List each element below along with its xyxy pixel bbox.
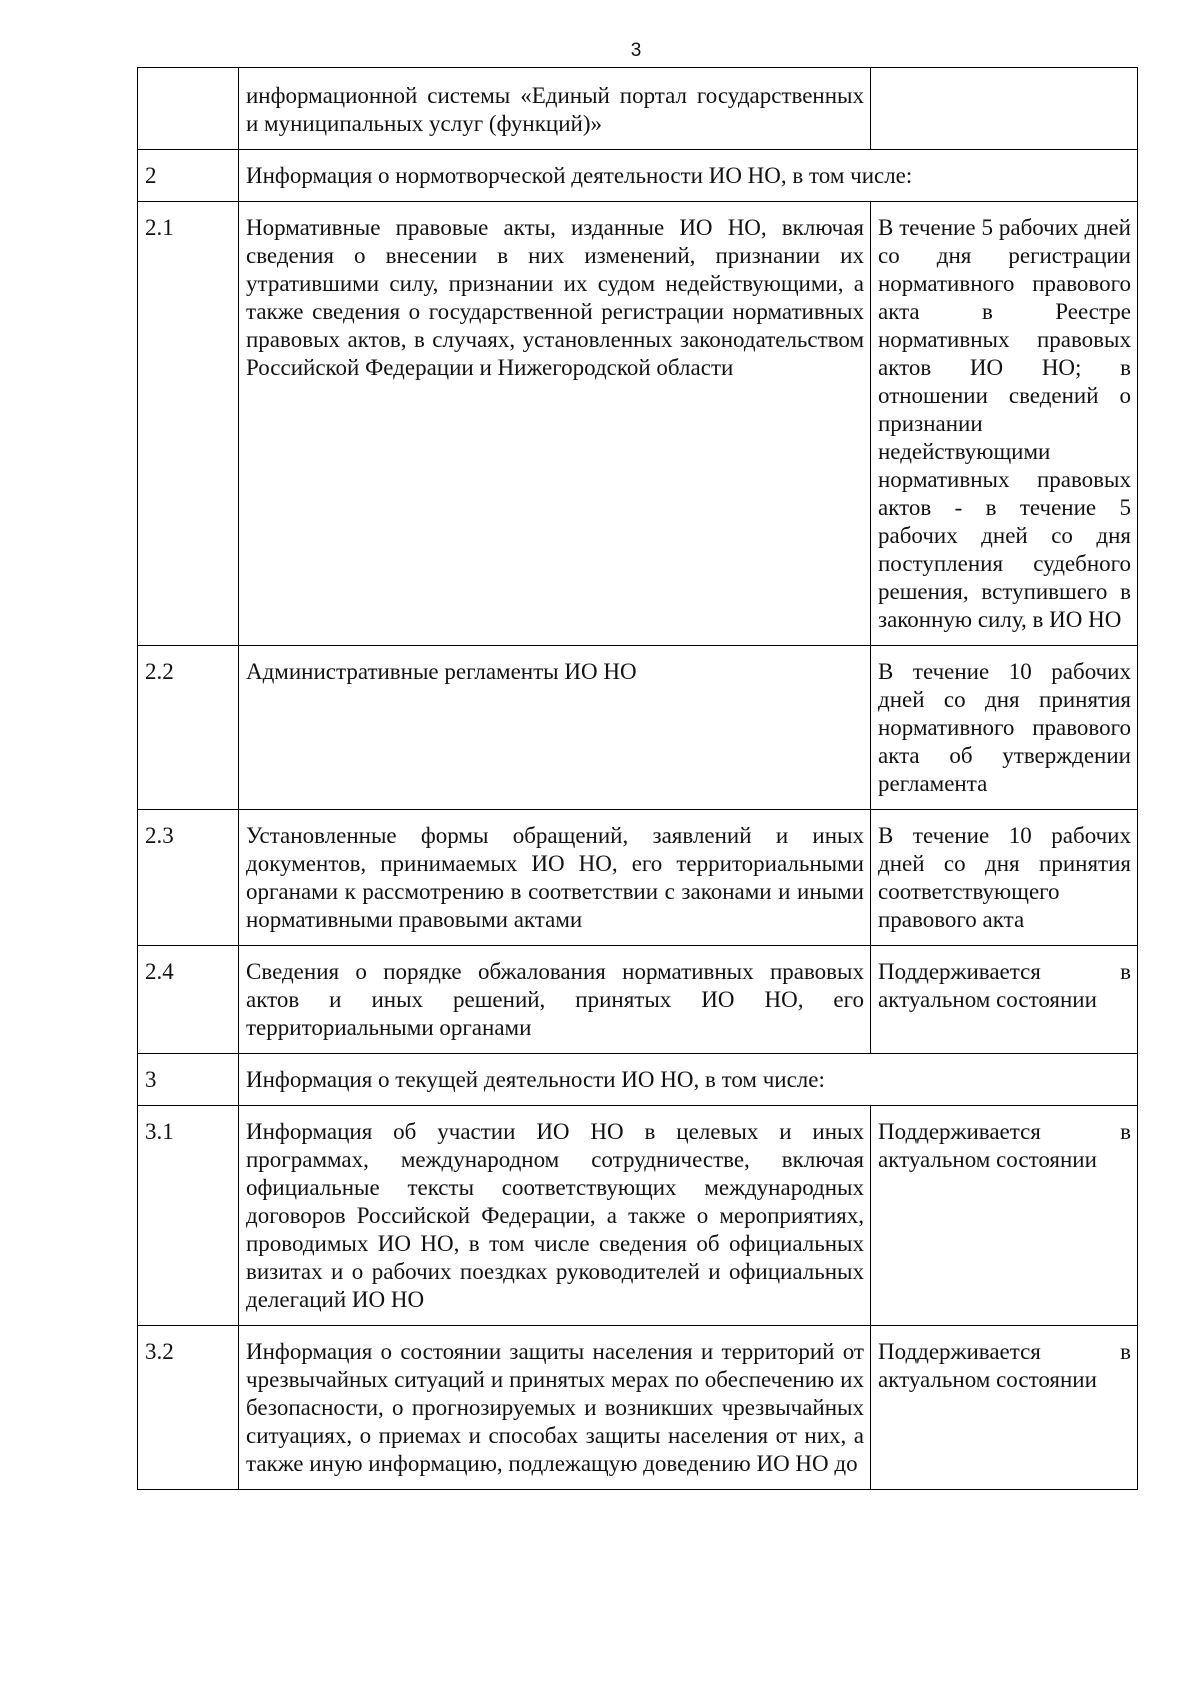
table-row <box>138 202 1138 646</box>
row-description: Нормативные правовые акты, изданные ИО НО, включая сведения о внесении в них изменений, признании их утратившими силу, признании их судом недействующими, а также сведения о государственной регистрации нормативных правовых актов, в случаях, установленных законодательством Российской Федерации и Нижегородской области <box>239 202 871 646</box>
table-row <box>138 1326 1138 1490</box>
section-heading: Информация о текущей деятельности ИО НО, в том числе: <box>239 1054 1138 1106</box>
table-row <box>138 1054 1138 1106</box>
table-row <box>138 946 1138 1054</box>
row-description: Информация о состоянии защиты населения и территорий от чрезвычайных ситуаций и принятых мерах по обеспечению их безопасности, о прогнозируемых и возникших чрезвычайных ситуациях, о приемах и способах защиты населения от них, а также иную информацию, подлежащую доведению ИО НО до <box>239 1326 871 1490</box>
row-number: 3.1 <box>138 1106 239 1326</box>
row-description: Установленные формы обращений, заявлений и иных документов, принимаемых ИО НО, его территориальными органами к рассмотрению в соответствии с законами и иными нормативными правовыми актами <box>239 810 871 946</box>
row-description: Сведения о порядке обжалования нормативных правовых актов и иных решений, принятых ИО НО, его территориальными органами <box>239 946 871 1054</box>
row-number: 2.1 <box>138 202 239 646</box>
row-number: 3.2 <box>138 1326 239 1490</box>
row-term: В течение 10 рабочих дней со дня принятия соответствующего правового акта <box>871 810 1138 946</box>
row-number <box>138 68 239 150</box>
table-row <box>138 68 1138 150</box>
row-number: 2 <box>138 150 239 202</box>
row-term <box>871 68 1138 150</box>
row-term: В течение 10 рабочих дней со дня принятия нормативного правового акта об утверждении регламента <box>871 646 1138 810</box>
row-term: Поддерживается в актуальном состоянии <box>871 1326 1138 1490</box>
row-term: Поддерживается в актуальном состоянии <box>871 1106 1138 1326</box>
row-number: 3 <box>138 1054 239 1106</box>
page-number: 3 <box>630 40 642 61</box>
row-number: 2.4 <box>138 946 239 1054</box>
row-number: 2.3 <box>138 810 239 946</box>
table-row <box>138 810 1138 946</box>
row-description: Информация об участии ИО НО в целевых и иных программах, международном сотрудничестве, включая официальные тексты соответствующих международных договоров Российской Федерации, а также о мероприятиях, проводимых ИО НО, в том числе сведения об официальных визитах и о рабочих поездках руководителей и официальных делегаций ИО НО <box>239 1106 871 1326</box>
section-heading: Информация о нормотворческой деятельности ИО НО, в том числе: <box>239 150 1138 202</box>
table-row <box>138 1106 1138 1326</box>
table-row <box>138 646 1138 810</box>
row-term: Поддерживается в актуальном состоянии <box>871 946 1138 1054</box>
row-description: информационной системы «Единый портал государственных и муниципальных услуг (функций)» <box>239 68 871 150</box>
row-number: 2.2 <box>138 646 239 810</box>
row-description: Административные регламенты ИО НО <box>239 646 871 810</box>
row-term: В течение 5 рабочих дней со дня регистрации нормативного правового акта в Реестре нормативных правовых актов ИО НО; в отношении сведений о признании недействующими нормативных правовых актов - в течение 5 рабочих дней со дня поступления судебного решения, вступившего в законную силу, в ИО НО <box>871 202 1138 646</box>
document-table <box>137 67 1138 1490</box>
table-row <box>138 150 1138 202</box>
